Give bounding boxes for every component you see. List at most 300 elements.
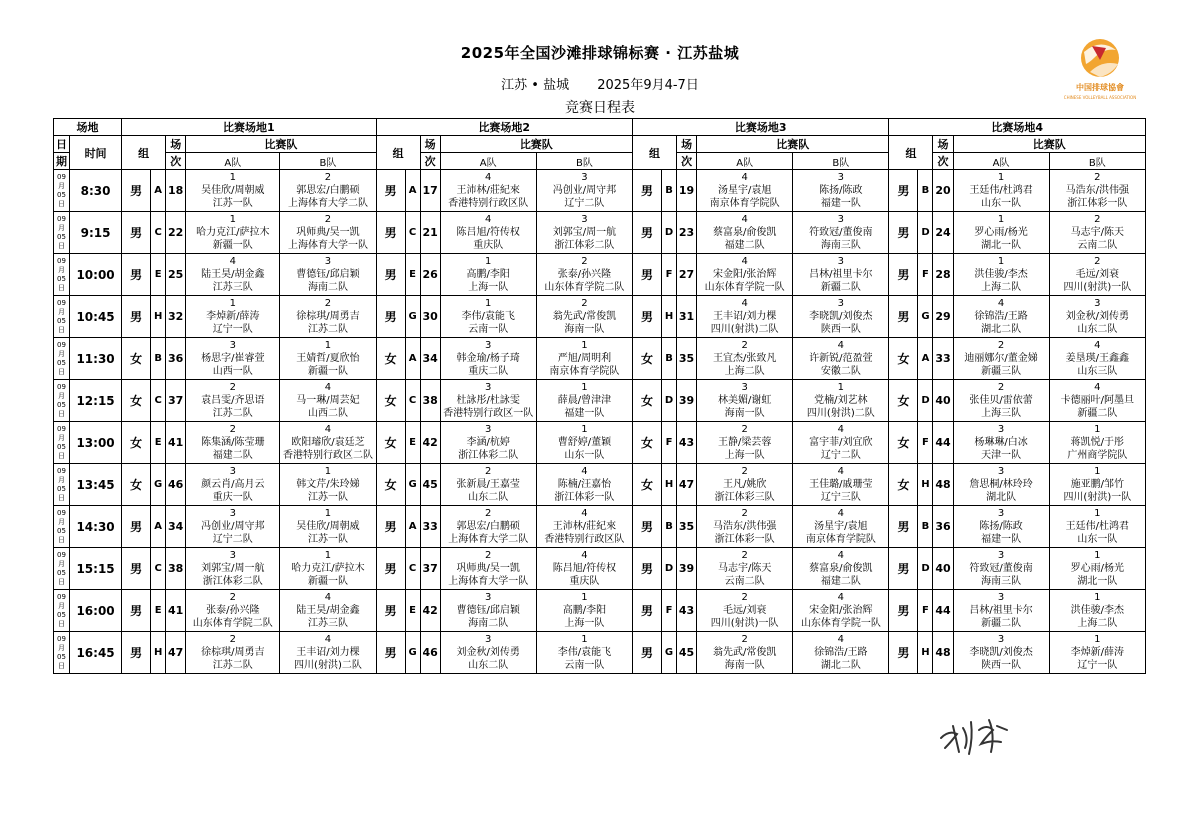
team-seed: 1	[581, 592, 588, 603]
table-row	[54, 170, 1146, 212]
date-cell: 09月05日	[54, 464, 70, 506]
team-players: 符致冠/董俊南	[809, 227, 873, 238]
team-b-cell	[536, 506, 632, 548]
match-number-cell: 23	[677, 212, 697, 254]
group-header: 组	[889, 136, 933, 170]
teams-header: 比赛队	[186, 136, 376, 153]
team-name: 海南三队	[820, 240, 861, 251]
group-cell: D	[662, 212, 677, 254]
team-seed: 1	[1094, 634, 1101, 645]
team-b-cell	[1049, 506, 1145, 548]
team-a-cell	[440, 422, 536, 464]
gender-cell: 男	[122, 632, 151, 674]
gender-cell: 女	[122, 422, 151, 464]
match-number-cell: 44	[933, 590, 953, 632]
group-cell: E	[151, 590, 166, 632]
team-a-cell	[953, 212, 1049, 254]
team-a-cell	[440, 590, 536, 632]
team-name: 海南二队	[307, 282, 348, 293]
team-name: 上海二队	[981, 282, 1022, 293]
team-seed: 3	[229, 340, 236, 351]
team-name: 浙江体彩二队	[554, 240, 615, 251]
team-name: 天津一队	[981, 450, 1022, 461]
team-players: 李焯新/薛涛	[206, 311, 260, 322]
team-players: 王宜杰/张致凡	[712, 353, 777, 364]
team-name: 浙江体彩二队	[202, 576, 263, 587]
time-cell: 14:30	[70, 506, 122, 548]
team-name: 湖北二队	[981, 324, 1022, 335]
time-cell: 15:15	[70, 548, 122, 590]
team-name: 南京体育学院队	[709, 198, 780, 209]
team-seed: 2	[581, 256, 588, 267]
team-b-cell	[793, 296, 889, 338]
team-seed: 2	[741, 592, 748, 603]
gender-cell: 男	[632, 170, 661, 212]
team-name: 江苏三队	[212, 282, 253, 293]
team-players: 富宇菲/刘宜欣	[809, 437, 873, 448]
team-a-cell	[953, 464, 1049, 506]
gender-cell: 男	[889, 212, 918, 254]
team-seed: 4	[741, 214, 748, 225]
team-players: 徐棕琪/周勇吉	[296, 311, 360, 322]
team-b-cell	[793, 590, 889, 632]
group-cell: E	[151, 254, 166, 296]
team-players: 吴佳欣/周朝威	[296, 521, 360, 532]
time-cell: 10:45	[70, 296, 122, 338]
team-name: 浙江体彩三队	[714, 492, 775, 503]
team-seed: 3	[581, 214, 588, 225]
team-name: 上海二队	[1077, 618, 1118, 629]
gender-cell: 男	[376, 296, 405, 338]
match-no-header-2: 次	[166, 153, 186, 170]
gender-cell: 男	[632, 254, 661, 296]
match-number-cell: 47	[166, 632, 186, 674]
gender-cell: 男	[889, 590, 918, 632]
team-b-cell	[793, 170, 889, 212]
team-seed: 4	[581, 466, 588, 477]
team-players: 洪佳骏/李杰	[1070, 605, 1125, 616]
team-players: 袁吕雯/齐思语	[201, 395, 265, 406]
team-seed: 3	[229, 466, 236, 477]
gender-cell: 男	[122, 212, 151, 254]
team-seed: 3	[997, 634, 1005, 645]
team-name: 江苏二队	[212, 408, 253, 419]
team-name: 海南一队	[724, 660, 765, 671]
team-name: 福建一队	[820, 198, 861, 209]
team-name: 辽宁二队	[212, 534, 253, 545]
team-players: 迪丽娜尔/董金娣	[964, 353, 1038, 364]
team-seed: 4	[837, 508, 845, 519]
team-players: 张新晨/王嘉莹	[456, 479, 520, 490]
team-seed: 4	[324, 592, 332, 603]
team-name: 上海体育大学一队	[287, 240, 368, 251]
team-seed: 3	[837, 172, 845, 183]
team-b-cell	[1049, 170, 1145, 212]
team-seed: 2	[229, 634, 236, 645]
team-players: 李伟/袁能飞	[461, 311, 515, 322]
gender-cell: 男	[122, 170, 151, 212]
match-number-cell: 41	[166, 422, 186, 464]
team-players: 冯创业/周守邦	[201, 521, 265, 532]
team-b-cell	[1049, 380, 1145, 422]
team-seed: 2	[741, 424, 748, 435]
date-cell: 09月05日	[54, 170, 70, 212]
team-a-cell	[440, 632, 536, 674]
team-b-cell	[280, 422, 376, 464]
team-players: 陈吕旭/符传权	[456, 227, 520, 238]
team-name: 四川(射洪)一队	[1063, 282, 1132, 293]
team-b-cell	[793, 632, 889, 674]
match-number-cell: 46	[166, 464, 186, 506]
team-players: 党楠/刘艺林	[814, 395, 868, 406]
team-players: 卡德丽叶/阿墨旦	[1060, 395, 1135, 406]
team-a-cell	[186, 464, 280, 506]
time-header: 时间	[70, 136, 122, 170]
match-number-cell: 37	[420, 548, 440, 590]
team-players: 韩金瑜/杨子琦	[456, 353, 520, 364]
team-seed: 1	[581, 340, 588, 351]
match-number-cell: 24	[933, 212, 953, 254]
team-players: 马志宇/陈天	[717, 563, 772, 574]
logo-subtext: CHINESE VOLLEYBALL ASSOCIATION	[1063, 95, 1137, 100]
team-players: 严旭/周明利	[557, 353, 612, 364]
team-name: 浙江体彩二队	[458, 450, 519, 461]
team-players: 陆王昊/胡金鑫	[296, 605, 360, 616]
team-players: 詹思桐/林玲玲	[969, 479, 1033, 490]
team-name: 云南一队	[468, 324, 509, 335]
team-seed: 4	[837, 550, 845, 561]
team-b-cell	[1049, 254, 1145, 296]
team-seed: 1	[997, 214, 1005, 225]
group-cell: H	[918, 632, 933, 674]
team-players: 毛远/刘衰	[722, 605, 767, 616]
team-seed: 3	[229, 508, 236, 519]
team-players: 翁先武/常俊凯	[712, 647, 777, 658]
team-b-cell	[1049, 296, 1145, 338]
team-players: 冯创业/周守邦	[552, 185, 617, 196]
match-number-cell: 25	[166, 254, 186, 296]
team-seed: 2	[1094, 214, 1101, 225]
team-players: 曹德钰/邱启颖	[456, 605, 520, 616]
team-players: 陈扬/陈政	[979, 521, 1023, 532]
match-number-cell: 36	[166, 338, 186, 380]
team-a-header: A队	[186, 153, 280, 170]
gender-cell: 女	[376, 338, 405, 380]
group-cell: B	[918, 506, 933, 548]
date-cell: 09月05日	[54, 254, 70, 296]
team-b-cell	[536, 464, 632, 506]
group-cell: E	[405, 590, 420, 632]
team-players: 薛晨/曾津津	[557, 395, 612, 406]
gender-cell: 男	[889, 170, 918, 212]
gender-cell: 男	[889, 506, 918, 548]
group-cell: D	[662, 548, 677, 590]
match-number-cell: 31	[677, 296, 697, 338]
match-number-cell: 41	[166, 590, 186, 632]
match-number-cell: 26	[420, 254, 440, 296]
team-name: 新疆一队	[307, 366, 348, 377]
team-b-cell	[793, 506, 889, 548]
team-seed: 2	[229, 592, 236, 603]
date-cell: 09月05日	[54, 548, 70, 590]
team-a-cell	[440, 296, 536, 338]
match-number-cell: 48	[933, 632, 953, 674]
team-a-header: A队	[440, 153, 536, 170]
team-name: 云南二队	[724, 576, 765, 587]
team-seed: 3	[324, 256, 332, 267]
team-seed: 1	[1094, 592, 1101, 603]
team-seed: 1	[581, 424, 588, 435]
time-cell: 9:15	[70, 212, 122, 254]
gender-cell: 男	[376, 590, 405, 632]
team-seed: 2	[485, 550, 492, 561]
group-cell: G	[405, 464, 420, 506]
group-cell: B	[151, 338, 166, 380]
team-players: 蔡富泉/俞俊凯	[712, 227, 777, 238]
team-seed: 1	[997, 256, 1005, 267]
schedule-body	[54, 170, 1146, 674]
team-seed: 4	[324, 424, 332, 435]
table-row	[54, 338, 1146, 380]
team-players: 刘金秋/刘传勇	[1065, 311, 1130, 322]
team-seed: 4	[741, 298, 748, 309]
team-name: 重庆队	[473, 240, 504, 251]
team-a-cell	[186, 212, 280, 254]
team-a-cell	[697, 296, 793, 338]
team-name: 浙江体彩一队	[714, 534, 775, 545]
team-players: 王丰诏/刘力棵	[296, 647, 360, 658]
match-number-cell: 28	[933, 254, 953, 296]
team-seed: 1	[1094, 508, 1101, 519]
team-a-cell	[440, 548, 536, 590]
gender-cell: 女	[376, 380, 405, 422]
team-name: 海南二队	[468, 618, 509, 629]
team-name: 江苏一队	[212, 198, 253, 209]
team-players: 陈扬/陈政	[819, 185, 863, 196]
team-b-header: B队	[793, 153, 889, 170]
date-cell: 09月05日	[54, 338, 70, 380]
match-number-cell: 39	[677, 380, 697, 422]
team-name: 辽宁三队	[820, 492, 861, 503]
group-cell: D	[662, 380, 677, 422]
team-players: 张泰/孙兴隆	[557, 269, 612, 280]
time-cell: 8:30	[70, 170, 122, 212]
team-name: 辽宁一队	[212, 324, 253, 335]
team-a-cell	[186, 338, 280, 380]
table-row	[54, 296, 1146, 338]
team-players: 曹德钰/邱启颖	[296, 269, 360, 280]
team-seed: 3	[997, 550, 1005, 561]
match-number-cell: 27	[677, 254, 697, 296]
match-number-cell: 47	[677, 464, 697, 506]
team-a-cell	[186, 380, 280, 422]
team-players: 施亚鹏/邹竹	[1070, 479, 1125, 490]
team-seed: 3	[485, 424, 492, 435]
group-cell: D	[918, 212, 933, 254]
gender-cell: 女	[632, 464, 661, 506]
match-no-header-1: 场	[933, 136, 953, 153]
team-b-header: B队	[1049, 153, 1145, 170]
group-cell: B	[662, 338, 677, 380]
team-a-cell	[440, 464, 536, 506]
gender-cell: 女	[122, 338, 151, 380]
team-seed: 3	[1094, 298, 1101, 309]
team-name: 新疆二队	[1077, 408, 1118, 419]
team-b-cell	[1049, 464, 1145, 506]
group-cell: D	[918, 548, 933, 590]
team-players: 张佳贝/雷依蕾	[969, 395, 1033, 406]
group-cell: H	[662, 296, 677, 338]
team-players: 王凡/姚欣	[722, 479, 767, 490]
team-name: 辽宁二队	[564, 198, 605, 209]
team-players: 马志宇/陈天	[1070, 227, 1125, 238]
team-b-cell	[793, 338, 889, 380]
team-seed: 3	[997, 508, 1005, 519]
team-name: 山西一队	[212, 366, 253, 377]
team-seed: 1	[485, 298, 492, 309]
group-cell: B	[918, 170, 933, 212]
team-b-cell	[280, 212, 376, 254]
team-name: 四川(射洪)一队	[1063, 492, 1132, 503]
venue-header: 场地	[54, 119, 122, 136]
team-name: 福建二队	[820, 576, 861, 587]
gender-cell: 男	[376, 254, 405, 296]
team-a-cell	[186, 548, 280, 590]
team-players: 杨琳琳/白冰	[974, 437, 1028, 448]
team-b-cell	[280, 548, 376, 590]
court-2-header: 比赛场地2	[376, 119, 632, 136]
group-cell: F	[662, 254, 677, 296]
gender-cell: 男	[632, 548, 661, 590]
team-seed: 4	[581, 508, 588, 519]
team-seed: 3	[485, 340, 492, 351]
team-name: 香港特别行政区队	[544, 534, 625, 545]
team-name: 上海一队	[468, 282, 509, 293]
team-a-cell	[953, 632, 1049, 674]
group-cell: H	[151, 632, 166, 674]
team-name: 浙江体彩一队	[554, 492, 615, 503]
team-seed: 1	[997, 172, 1005, 183]
group-cell: F	[918, 422, 933, 464]
table-row	[54, 632, 1146, 674]
team-b-cell	[536, 254, 632, 296]
team-name: 陕西一队	[820, 324, 861, 335]
team-name: 上海体育大学一队	[448, 576, 529, 587]
team-players: 宋金阳/张治辉	[712, 269, 777, 280]
gender-cell: 男	[632, 212, 661, 254]
table-row	[54, 464, 1146, 506]
team-a-cell	[697, 548, 793, 590]
team-b-cell	[793, 422, 889, 464]
time-cell: 16:45	[70, 632, 122, 674]
team-b-cell	[536, 170, 632, 212]
team-name: 山西二队	[307, 408, 348, 419]
team-players: 罗心雨/杨光	[974, 227, 1028, 238]
gender-cell: 女	[632, 422, 661, 464]
match-no-header-2: 次	[933, 153, 953, 170]
group-cell: F	[918, 254, 933, 296]
team-seed: 1	[1094, 550, 1101, 561]
group-cell: C	[405, 548, 420, 590]
gender-cell: 男	[632, 590, 661, 632]
match-number-cell: 33	[420, 506, 440, 548]
team-seed: 4	[741, 172, 748, 183]
gender-cell: 女	[889, 380, 918, 422]
team-seed: 2	[741, 634, 748, 645]
team-b-cell	[793, 464, 889, 506]
team-a-cell	[186, 632, 280, 674]
teams-header: 比赛队	[953, 136, 1145, 153]
team-name: 山东一队	[564, 450, 605, 461]
team-name: 江苏二队	[307, 324, 348, 335]
team-name: 重庆队	[569, 576, 600, 587]
team-b-cell	[536, 590, 632, 632]
team-seed: 4	[837, 340, 845, 351]
time-cell: 16:00	[70, 590, 122, 632]
gender-cell: 女	[122, 464, 151, 506]
team-players: 郭思宏/白鹏硕	[296, 185, 360, 196]
match-number-cell: 44	[933, 422, 953, 464]
date-cell: 09月05日	[54, 506, 70, 548]
table-row	[54, 422, 1146, 464]
team-seed: 4	[741, 256, 748, 267]
team-players: 许新锐/范盈萱	[809, 353, 873, 364]
team-players: 高鹏/李阳	[466, 269, 510, 280]
team-seed: 4	[229, 256, 236, 267]
team-a-cell	[953, 170, 1049, 212]
team-players: 陈吕旭/符传权	[552, 563, 617, 574]
team-b-cell	[1049, 212, 1145, 254]
team-b-cell	[536, 212, 632, 254]
match-no-header-1: 场	[420, 136, 440, 153]
team-name: 上海一队	[724, 450, 765, 461]
gender-cell: 男	[122, 296, 151, 338]
date-cell: 09月05日	[54, 296, 70, 338]
team-name: 香港特别行政区一队	[443, 408, 534, 419]
team-players: 蔡富泉/俞俊凯	[809, 563, 873, 574]
match-no-header-1: 场	[677, 136, 697, 153]
team-seed: 4	[485, 172, 492, 183]
team-name: 海南一队	[724, 408, 765, 419]
match-number-cell: 42	[420, 422, 440, 464]
team-seed: 4	[581, 550, 588, 561]
group-cell: G	[662, 632, 677, 674]
team-b-cell	[280, 254, 376, 296]
team-players: 杨思字/崔睿萱	[201, 353, 265, 364]
team-name: 福建二队	[212, 450, 253, 461]
team-seed: 2	[324, 298, 332, 309]
team-seed: 1	[229, 172, 236, 183]
team-players: 徐棕琪/周勇吉	[201, 647, 265, 658]
group-cell: C	[405, 212, 420, 254]
team-a-cell	[697, 590, 793, 632]
team-b-cell	[280, 296, 376, 338]
team-name: 新疆一队	[307, 576, 348, 587]
team-b-cell	[536, 548, 632, 590]
volleyball-association-logo-icon	[1060, 34, 1150, 104]
match-number-cell: 17	[420, 170, 440, 212]
team-players: 蒋凯悦/于彤	[1070, 437, 1125, 448]
team-a-cell	[697, 212, 793, 254]
team-seed: 2	[485, 508, 492, 519]
team-name: 江苏一队	[307, 534, 348, 545]
time-cell: 13:45	[70, 464, 122, 506]
table-row	[54, 590, 1146, 632]
group-cell: D	[918, 380, 933, 422]
team-b-header: B队	[280, 153, 376, 170]
team-players: 韩文芹/朱玲娣	[296, 479, 360, 490]
match-number-cell: 21	[420, 212, 440, 254]
